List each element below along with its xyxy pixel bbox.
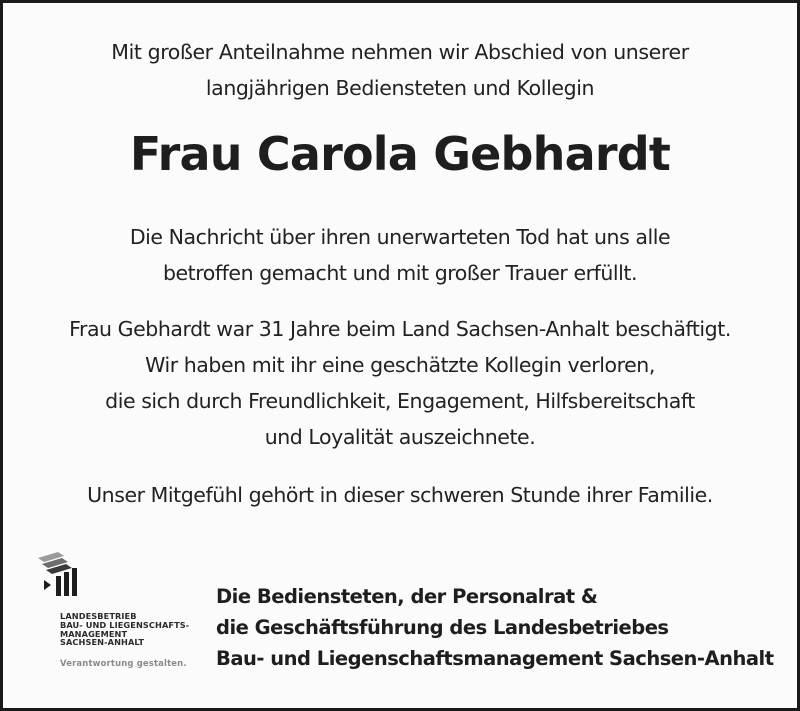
signature-block: [216, 581, 774, 674]
intro-line: langjährigen Bediensteten und Kollegin: [205, 76, 595, 100]
logo-slogan: Verantwortung gestalten.: [60, 658, 187, 668]
paragraph-sympathy: [3, 477, 797, 513]
intro-text: [3, 34, 797, 106]
organization-logo: [36, 552, 206, 682]
logo-line: MANAGEMENT: [60, 628, 128, 639]
logo-line: SACHSEN-ANHALT: [60, 637, 145, 648]
intro-line: Mit großer Anteilnahme nehmen wir Abschied von unserer: [111, 40, 689, 64]
paragraph-tribute: [3, 311, 797, 455]
paragraph-line: Wir haben mit ihr eine geschätzte Kollegin verloren,: [145, 353, 655, 377]
logo-line: LANDESBETRIEB: [60, 611, 137, 621]
paragraph-line: und Loyalität auszeichnete.: [264, 425, 536, 449]
paragraph-line: betroffen gemacht und mit großer Trauer erfüllt.: [162, 261, 638, 285]
logo-line: BAU- UND LIEGENSCHAFTS-: [60, 619, 190, 630]
signature-line: Bau- und Liegenschaftsmanagement Sachsen-Anhalt: [216, 647, 774, 670]
signature-line: die Geschäftsführung des Landesbetriebes: [216, 616, 669, 639]
paragraph-line: die sich durch Freundlichkeit, Engagement, Hilfsbereitschaft: [105, 389, 695, 413]
deceased-name: Frau Carola Gebhardt: [129, 127, 671, 181]
logo-wordmark: [60, 612, 189, 647]
paragraph-line: Die Nachricht über ihren unerwarteten Tod hat uns alle: [129, 225, 671, 249]
paragraph-line: Unser Mitgefühl gehört in dieser schweren Stunde ihrer Familie.: [87, 483, 713, 507]
signature-line: Die Bediensteten, der Personalrat &: [216, 585, 598, 608]
logo-mark-icon: [36, 552, 96, 608]
paragraph-line: Frau Gebhardt war 31 Jahre beim Land Sachsen-Anhalt beschäftigt.: [69, 317, 731, 341]
paragraph-condolence: [3, 219, 797, 291]
